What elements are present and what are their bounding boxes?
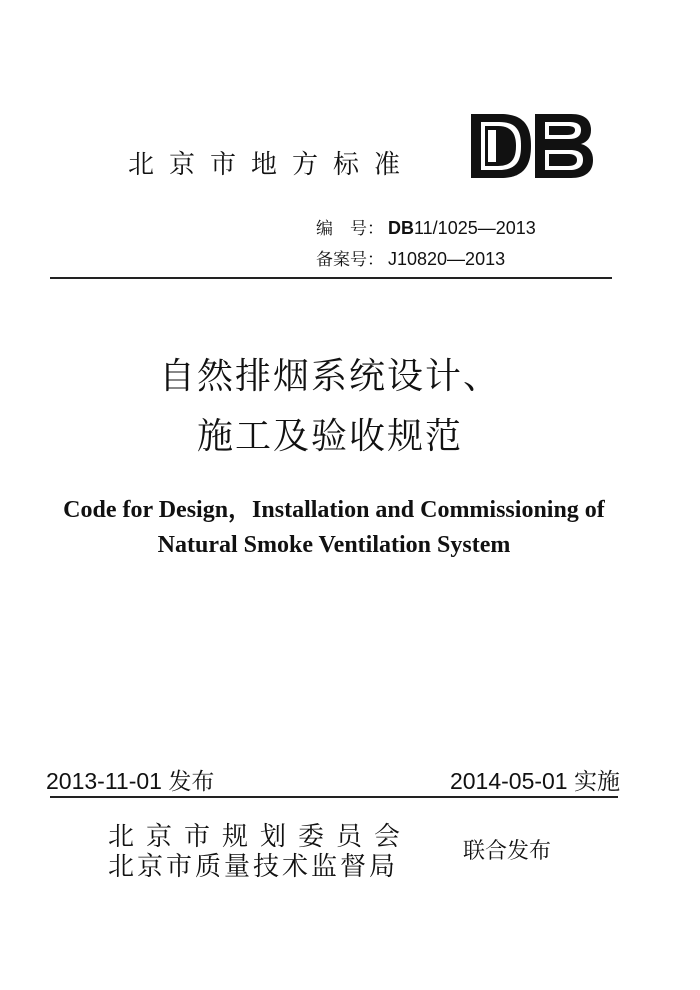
standard-number-value: 11/1025—2013 bbox=[414, 218, 536, 238]
title-en-line-2: Natural Smoke Ventilation System bbox=[157, 532, 511, 558]
title-en-line-1: Code for Design，Installation and Commissioning of bbox=[63, 497, 605, 523]
issuer-quality-bureau: 北京市质量技术监督局 bbox=[108, 852, 399, 882]
joint-release-label: 联合发布 bbox=[463, 839, 552, 864]
record-number-value: J10820—2013 bbox=[388, 249, 506, 269]
standard-number-row bbox=[316, 213, 536, 244]
title-cn-line-1: 自然排烟系统设计、 bbox=[158, 356, 501, 397]
issuer-planning-commission: 北京市规划委员会 bbox=[108, 822, 413, 852]
standard-type: 北京市地方标准 bbox=[128, 150, 416, 180]
record-number-row bbox=[316, 244, 536, 275]
record-number-label: 备案号： bbox=[316, 250, 384, 270]
standard-number-label: 编 号： bbox=[316, 219, 384, 239]
db-logo-graphic bbox=[367, 10, 595, 182]
top-divider bbox=[50, 277, 612, 279]
db-logo-text: DB bbox=[367, 10, 369, 11]
bottom-divider bbox=[50, 796, 618, 798]
standard-number-prefix: DB bbox=[388, 218, 414, 238]
publish-date: 2013-11-01 发布 bbox=[46, 768, 215, 794]
db-logo bbox=[367, 10, 595, 182]
title-cn-line-2: 施工及验收规范 bbox=[196, 416, 463, 457]
standard-codes bbox=[316, 213, 536, 275]
implement-date: 2014-05-01 实施 bbox=[449, 768, 620, 794]
